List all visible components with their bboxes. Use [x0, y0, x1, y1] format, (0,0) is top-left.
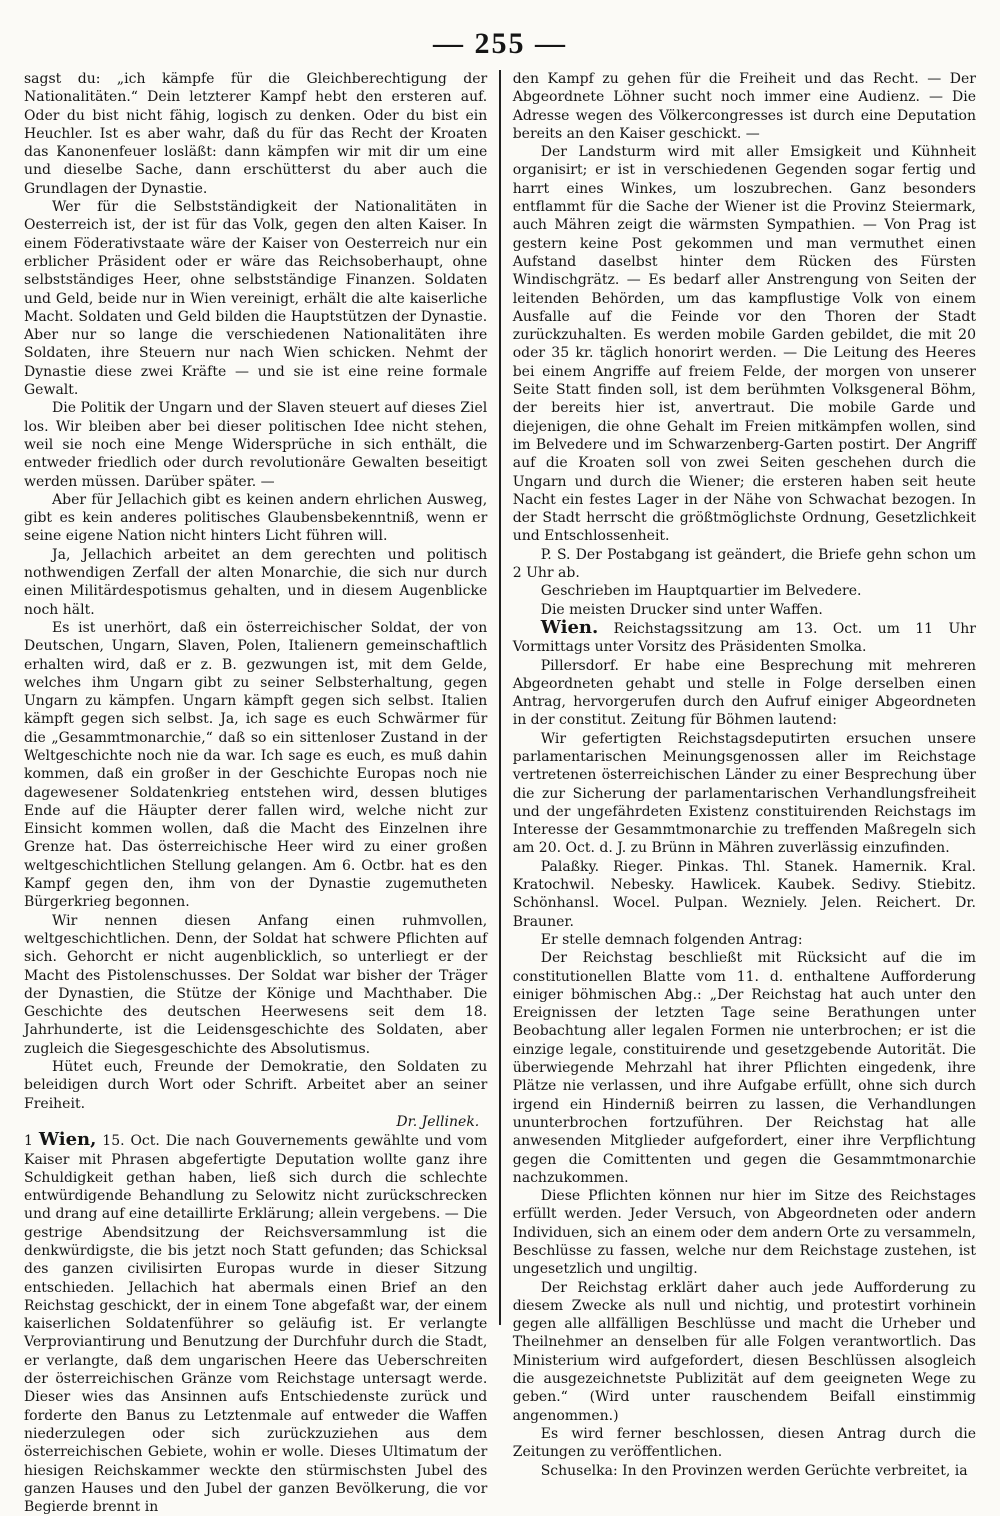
columns — [24, 70, 976, 1516]
left-column — [24, 70, 499, 1516]
signature: Dr. Jellinek. — [396, 1113, 480, 1130]
paragraph: Wir nennen diesen Anfang einen ruhmvollen, weltgeschichtlichen. Denn, der Soldat hat schwere Pflichten auf sich. Gehorcht er nicht augenblicklich, so unterliegt er der Macht des Pistolenschusses. Der Soldat war bisher der Träger der Dynastien, die Stütze der Könige und Machthaber. Die Geschichte des deutschen Heerwesens seit dem 18. Jahrhunderte, ist die Leidensgeschichte des Soldaten, aber zugleich die Siegesgeschichte des Absolutismus. — [24, 912, 488, 1057]
news-item — [512, 616, 976, 657]
paragraph: Ja, Jellachich arbeitet an dem gerechten und politisch nothwendigen Zerfall der alten Monarchie, die sich nur durch einen Militärdespotismus gehalten, und in diesem Augenblicke noch hält. — [24, 546, 488, 618]
paragraph: Pillersdorf. Er habe eine Besprechung mit mehreren Abgeordneten gehabt und stelle in Folge derselben einen Antrag, hervorgerufen durch den Aufruf einiger Abgeordneten in der constitut. Zeitung für Böhmen lautend: — [512, 657, 976, 729]
paragraph: Der Landsturm wird mit aller Emsigkeit und Kühnheit organisirt; er ist in verschiedenen Gegenden sogar fertig und harrt eines Winkes, um loszubrechen. Ganz besonders entflammt für die Sache der Wiener ist die Provinz Steiermark, auch Mähren zeigt die wärmsten Sympathien. — Von Prag ist gestern keine Post gekommen und man vermuthet einen Aufstand daselbst hinter dem Rücken des Fürsten Windischgrätz. — Es bedarf aller Anstrengung von Seiten der leitenden Behörden, um das kampflustige Volk von einem Ausfalle auf die Feinde vor den Thoren der Stadt zurückzuhalten. Es werden mobile Garden gebildet, die mit 20 oder 35 kr. täglich honorirt werden. — Die Leitung des Heeres bei einem Angriffe auf freiem Felde, der morgen von unserer Seite Statt finden soll, ist dem berühmten Volksgeneral Böhm, der bereits hier ist, anvertraut. Die mobile Garde und diejenigen, die ohne Gehalt im Freien mitkämpfen wollen, sind im Belvedere und im Schwarzenberg-Garten postirt. Der Angriff auf die Kroaten soll von zwei Seiten geschehen durch die Ungarn und durch die Wiener; die ersteren haben seit heute Nacht ein festes Lager in der Nähe von Schwachat bezogen. In der Stadt herrscht die größtmöglichste Ordnung, Gesetzlichkeit und Entschlossenheit. — [512, 144, 976, 545]
paragraph: Hütet euch, Freunde der Demokratie, den Soldaten zu beleidigen durch Wort oder Schrift. Arbeitet aber an seiner Freiheit. — [24, 1059, 488, 1112]
paragraph: Er stelle demnach folgenden Antrag: — [540, 931, 803, 948]
paragraph: sagst du: „ich kämpfe für die Gleichberechtigung der Nationalitäten.“ Dein letzterer Kampf hebt den ersteren auf. Oder du bist nicht fähig, logisch zu denken. Oder du bist ein Heuchler. Ist es aber wahr, daß du für das Recht der Kroaten das Kanonenfeuer losläßt: dann kämpfen wir mit dir um eine und dieselbe Sache, dann erschütterst du aber auch die Grundlagen der Dynastie. — [24, 71, 488, 197]
paragraph: Der Reichstag erklärt daher auch jede Aufforderung zu diesem Zwecke als null und nichtig, und protestirt vorhinein gegen alle allfälligen Beschlüsse und macht die Urheber und Theilnehmer an denselben für alle Folgen verantwortlich. Das Ministerium wird aufgefordert, diesen Beschlüssen alsogleich die ausgezeichnetste Publizität auf dem geeigneten Wege zu geben.“ (Wird unter rauschendem Beifall einstimmig angenommen.) — [512, 1279, 976, 1424]
paragraph: Reichstagssitzung am 13. Oct. um 11 Uhr Vormittags unter Vorsitz des Präsidenten Smolka. — [512, 620, 976, 656]
paragraph: Es ist unerhört, daß ein österreichischer Soldat, der von Deutschen, Ungarn, Slaven, Polen, Italienern gemeinschaftlich erhalten wird, daß er z. B. gezwungen ist, mit dem Gelde, welches ihm Ungarn gibt zu seiner Selbsterhaltung, gegen Ungarn zu kämpfen. Ungarn kämpft gegen sich selbst. Italien kämpft gegen sich selbst. Ja, ich sage es euch Schwärmer für die „Gesammtmonarchie,“ daß so ein sittenloser Zustand in der Weltgeschichte noch nie da war. Ich sage es euch, es muß dahin kommen, daß ein großer in der Geschichte Europas noch nie dagewesener Soldatenkrieg entstehen wird, dessen blutiges Ende auf die Häupter derer fallen wird, welche nicht zur Einsicht kommen wollen, daß die Macht des Einzelnen ihre Grenze hat. Das österreichische Heer wird zu einer großen weltgeschichtlichen Stellung gelangen. Am 6. Octbr. hat es den Kampf gegen den, ihm von der Dynastie zugemutheten Bürgerkrieg begonnen. — [24, 619, 488, 911]
paragraph: Aber für Jellachich gibt es keinen andern ehrlichen Ausweg, gibt es kein anderes politisches Glaubensbekenntniß, wenn er seine eigene Nation nicht hinters Licht führen will. — [24, 491, 488, 545]
paragraph: den Kampf zu gehen für die Freiheit und das Recht. — Der Abgeordnete Löhner sucht noch immer eine Audienz. — Die Adresse wegen des Völkercongresses ist durch eine Deputation bereits an den Kaiser geschickt. — — [512, 71, 976, 142]
paragraph: Die Politik der Ungarn und der Slaven steuert auf dieses Ziel los. Wir bleiben aber bei dieser politischen Idee nicht stehen, weil sie noch eine Menge Widersprüche in sich enthält, die entweder friedlich oder durch revolutionäre Gewalten beseitigt werden müssen. Darüber später. — — [24, 400, 488, 490]
paragraph: Schuselka: In den Provinzen werden Gerüchte verbreitet, ia — [540, 1462, 968, 1479]
paragraph: Es wird ferner beschlossen, diesen Antrag durch die Zeitungen zu veröffentlichen. — [512, 1425, 976, 1461]
dateline-date: 15. Oct. — [102, 1133, 160, 1150]
dateline-city: Wien, — [38, 1129, 97, 1151]
right-column — [501, 70, 976, 1479]
printers-note: Die meisten Drucker sind unter Waffen. — [540, 601, 823, 618]
paragraph: Diese Pflichten können nur hier im Sitze des Reichstages erfüllt werden. Jeder Versuch, von Abgeordneten oder andern Individuen, sich an einem oder dem andern Orte zu versammeln, Beschlüsse zu fassen, welche nur dem Reichstage zustehen, ist ungesetzlich und ungiltig. — [512, 1188, 976, 1278]
paragraph: Der Reichstag beschließt mit Rücksicht auf die im constitutionellen Blatte vom 11. d. enthaltene Aufforderung einiger böhmischen Abg.: „Der Reichstag hat auch unter den Ereignissen der letzten Tage seine Berathungen unter Beobachtung aller legalen Formen nie unterbrochen; er ist die einzige legale, constituirende und gesetzgebende Autorität. Die überwiegende Mehrzahl hat ihrer Pflichten eingedenk, ihre Plätze nie verlassen, und ihre Aufgabe erfüllt, ohne sich durch irgend ein Hinderniß beirren zu lassen, die Verhandlungen ununterbrochen fortzuführen. Der Reichstag hat alle anwesenden Mitglieder aufgefordert, einer ihre Verpflichtung gegen die Comittenten und gegen die Gesammtmonarchie nachzukommen. — [512, 950, 976, 1186]
written-note: Geschrieben im Hauptquartier im Belvedere. — [540, 583, 862, 600]
signatory-list: Palaßky. Rieger. Pinkas. Thl. Stanek. Hamernik. Kral. Kratochwil. Nebesky. Hawlicek. Kaubek. Sedivy. Stiebitz. Schönhansl. Wocel. Pulpan. Wezniely. Jelen. Reichert. Dr. Brauner. — [512, 858, 976, 930]
paragraph: Wer für die Selbstständigkeit der Nationalitäten in Oesterreich ist, der ist für das Volk, gegen den alten Kaiser. In einem Föderativstaate wäre der Kaiser von Oesterreich nur ein erblicher Präsident oder er wäre das Reichsoberhaupt, ohne selbstständiges Heer, ohne selbstständige Finanzen. Soldaten und Geld, beide nur in Wien vereinigt, erhält die alte kaiserliche Macht. Soldaten und Geld bilden die Hauptstützen der Dynastie. Aber nur so lange die verschiedenen Nationalitäten ihre Soldaten, ihre Steuern nur nach Wien schicken. Nehmt der Dynastie diese zwei Kräfte — und sie ist eine reine formale Gewalt. — [24, 199, 488, 399]
dateline-number: 1 — [24, 1133, 33, 1150]
page-number: — 255 — — [433, 27, 567, 60]
paragraph: Die nach Gouvernements gewählte und vom Kaiser mit Phrasen abgefertigte Deputation wollte ganz ihre Schuldigkeit gethan haben, ließ sich durch die schlechte entwürdigende Behandlung zu Selowitz nicht zurückschrecken und drang auf eine detaillirte Erklärung; allein vergebens. — Die gestrige Abendsitzung der Reichsversammlung ist die denkwürdigste, die bis jetzt noch Statt gefunden; das Schicksal des ganzen civilisirten Europas wurde in dieser Sitzung entschieden. Jellachich hat abermals einen Brief an den Reichstag geschickt, der in einem Tone abgefaßt war, der einem kaiserlichen Soldatenführer so geläufig ist. Er verlangte Verproviantirung und Benutzung der Durchfuhr durch die Stadt, er verlangte, daß dem ungarischen Heere das Ueberschreiten der österreichischen Gränze vom Reichstage untersagt werde. Dieser wies das Ansinnen aufs Entschiedenste zurück und forderte den Banus zu Letztenmale auf entweder die Waffen niederzulegen oder sich zurückzuziehen aus dem österreichischen Gebiete, wohin er wolle. Dieses Ultimatum der hiesigen Reichskammer weckte den stürmischsten Jubel des ganzen Hauses und den Jubel der ganzen Bevölkerung, die vor Begierde brennt in — [24, 1133, 488, 1516]
news-item — [24, 1131, 487, 1516]
postscript: P. S. Der Postabgang ist geändert, die Briefe gehn schon um 2 Uhr ab. — [512, 546, 976, 582]
page-header — [24, 24, 976, 70]
dateline-city: Wien. — [540, 616, 599, 638]
paragraph: Wir gefertigten Reichstagsdeputirten ersuchen unsere parlamentarischen Meinungsgenossen aller im Reichstage vertretenen österreichischen Länder zu einer Besprechung über die zur Sicherung der parlamentarischen Verhandlungsfreiheit und der ungefährdeten Existenz constituirenden Reichstags im Interesse der Gesammtmonarchie zu treffenden Maßregeln sich am 20. Oct. d. J. zu Brünn in Mähren zuverlässig einzufinden. — [512, 730, 976, 857]
